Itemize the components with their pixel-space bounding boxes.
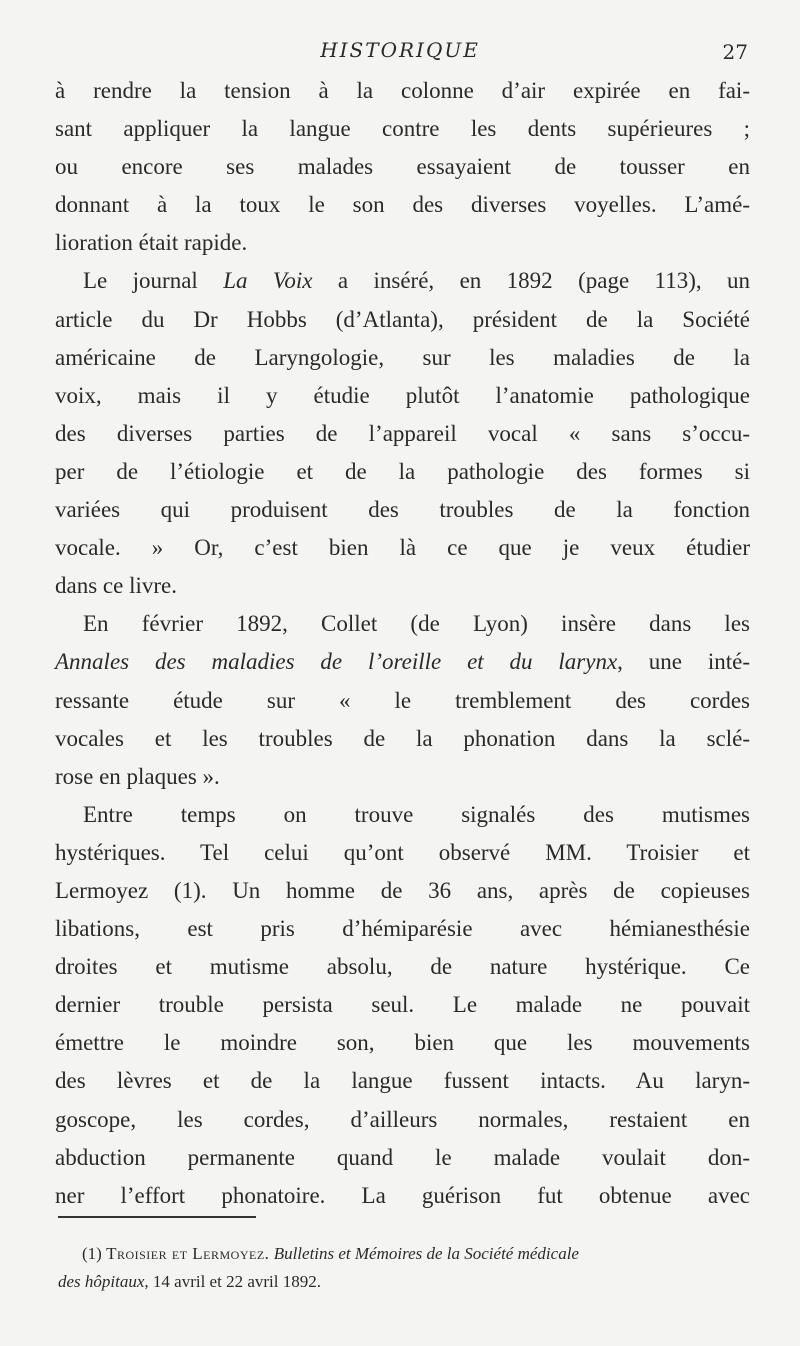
body-text xyxy=(55,72,750,1215)
text-line: goscope, les cordes, d’ailleurs normales, restaient en xyxy=(55,1106,750,1132)
text-line: rose en plaques ». xyxy=(55,763,220,789)
footnote xyxy=(58,1240,758,1296)
text-run: a inséré, en 1892 (page 113), un xyxy=(312,268,751,294)
footnote-source: Bulletins et Mémoires de la Société médicale xyxy=(273,1244,579,1263)
text-line: à rendre la tension à la colonne d’air expirée en fai- xyxy=(55,78,750,103)
text-line: sant appliquer la langue contre les dents supérieures ; xyxy=(55,116,750,142)
text-line: Entre temps on trouve signalés des mutismes xyxy=(83,801,750,827)
text-line: libations, est pris d’hémiparésie avec hémianesthésie xyxy=(55,916,750,942)
text-line: vocales et les troubles de la phonation dans la sclé- xyxy=(55,725,750,751)
text-line: vocale. » Or, c’est bien là ce que je veux étudier xyxy=(55,535,750,561)
footnote-source-cont: des hôpitaux xyxy=(58,1272,145,1291)
footnote-line xyxy=(58,1268,758,1296)
text-run: Le journal xyxy=(83,268,224,294)
text-line: lioration était rapide. xyxy=(55,230,248,256)
text-line: ner l’effort phonatoire. La guérison fut obtenue avec xyxy=(55,1182,750,1208)
text-line: ou encore ses malades essayaient de tousser en xyxy=(55,154,750,180)
text-line: dernier trouble persista seul. Le malade ne pouvait xyxy=(55,992,750,1018)
text-line: variées qui produisent des troubles de la fonction xyxy=(55,497,750,523)
page-header xyxy=(0,38,800,68)
footnote-line xyxy=(58,1240,758,1268)
footnote-rule xyxy=(58,1216,256,1218)
text-run: , une inté- xyxy=(617,649,751,675)
text-line: donnant à la toux le son des diverses voyelles. L’amé- xyxy=(55,192,750,218)
page-number: 27 xyxy=(722,40,748,64)
text-line: émettre le moindre son, bien que les mouvements xyxy=(55,1030,750,1056)
footnote-authors: Troisier et Lermoyez. xyxy=(106,1244,270,1263)
text-line: américaine de Laryngologie, sur les maladies de la xyxy=(55,344,750,370)
text-line: article du Dr Hobbs (d’Atlanta), président de la Société xyxy=(55,306,750,332)
text-line: des lèvres et de la langue fussent intacts. Au laryn- xyxy=(55,1068,750,1094)
text-line xyxy=(55,643,750,681)
text-line: hystériques. Tel celui qu’ont observé MM. Troisier et xyxy=(55,839,750,865)
text-line: abduction permanente quand le malade voulait don- xyxy=(55,1144,750,1170)
text-line: En février 1892, Collet (de Lyon) insère dans les xyxy=(83,611,750,637)
footnote-marker: (1) xyxy=(82,1244,102,1263)
text-line: per de l’étiologie et de la pathologie des formes si xyxy=(55,458,750,484)
text-line: ressante étude sur « le tremblement des cordes xyxy=(55,687,750,713)
text-line: droites et mutisme absolu, de nature hystérique. Ce xyxy=(55,954,750,980)
text-line: Lermoyez (1). Un homme de 36 ans, après de copieuses xyxy=(55,877,750,903)
italic-title: La Voix xyxy=(223,268,313,294)
running-head: HISTORIQUE xyxy=(320,38,480,62)
text-line: dans ce livre. xyxy=(55,573,177,599)
text-line xyxy=(55,262,750,300)
text-line: voix, mais il y étudie plutôt l’anatomie pathologique xyxy=(55,382,750,408)
text-line: des diverses parties de l’appareil vocal « sans s’occu- xyxy=(55,420,750,446)
footnote-dates: , 14 avril et 22 avril 1892. xyxy=(144,1272,321,1291)
italic-title: Annales des maladies de l’oreille et du larynx xyxy=(55,649,618,675)
